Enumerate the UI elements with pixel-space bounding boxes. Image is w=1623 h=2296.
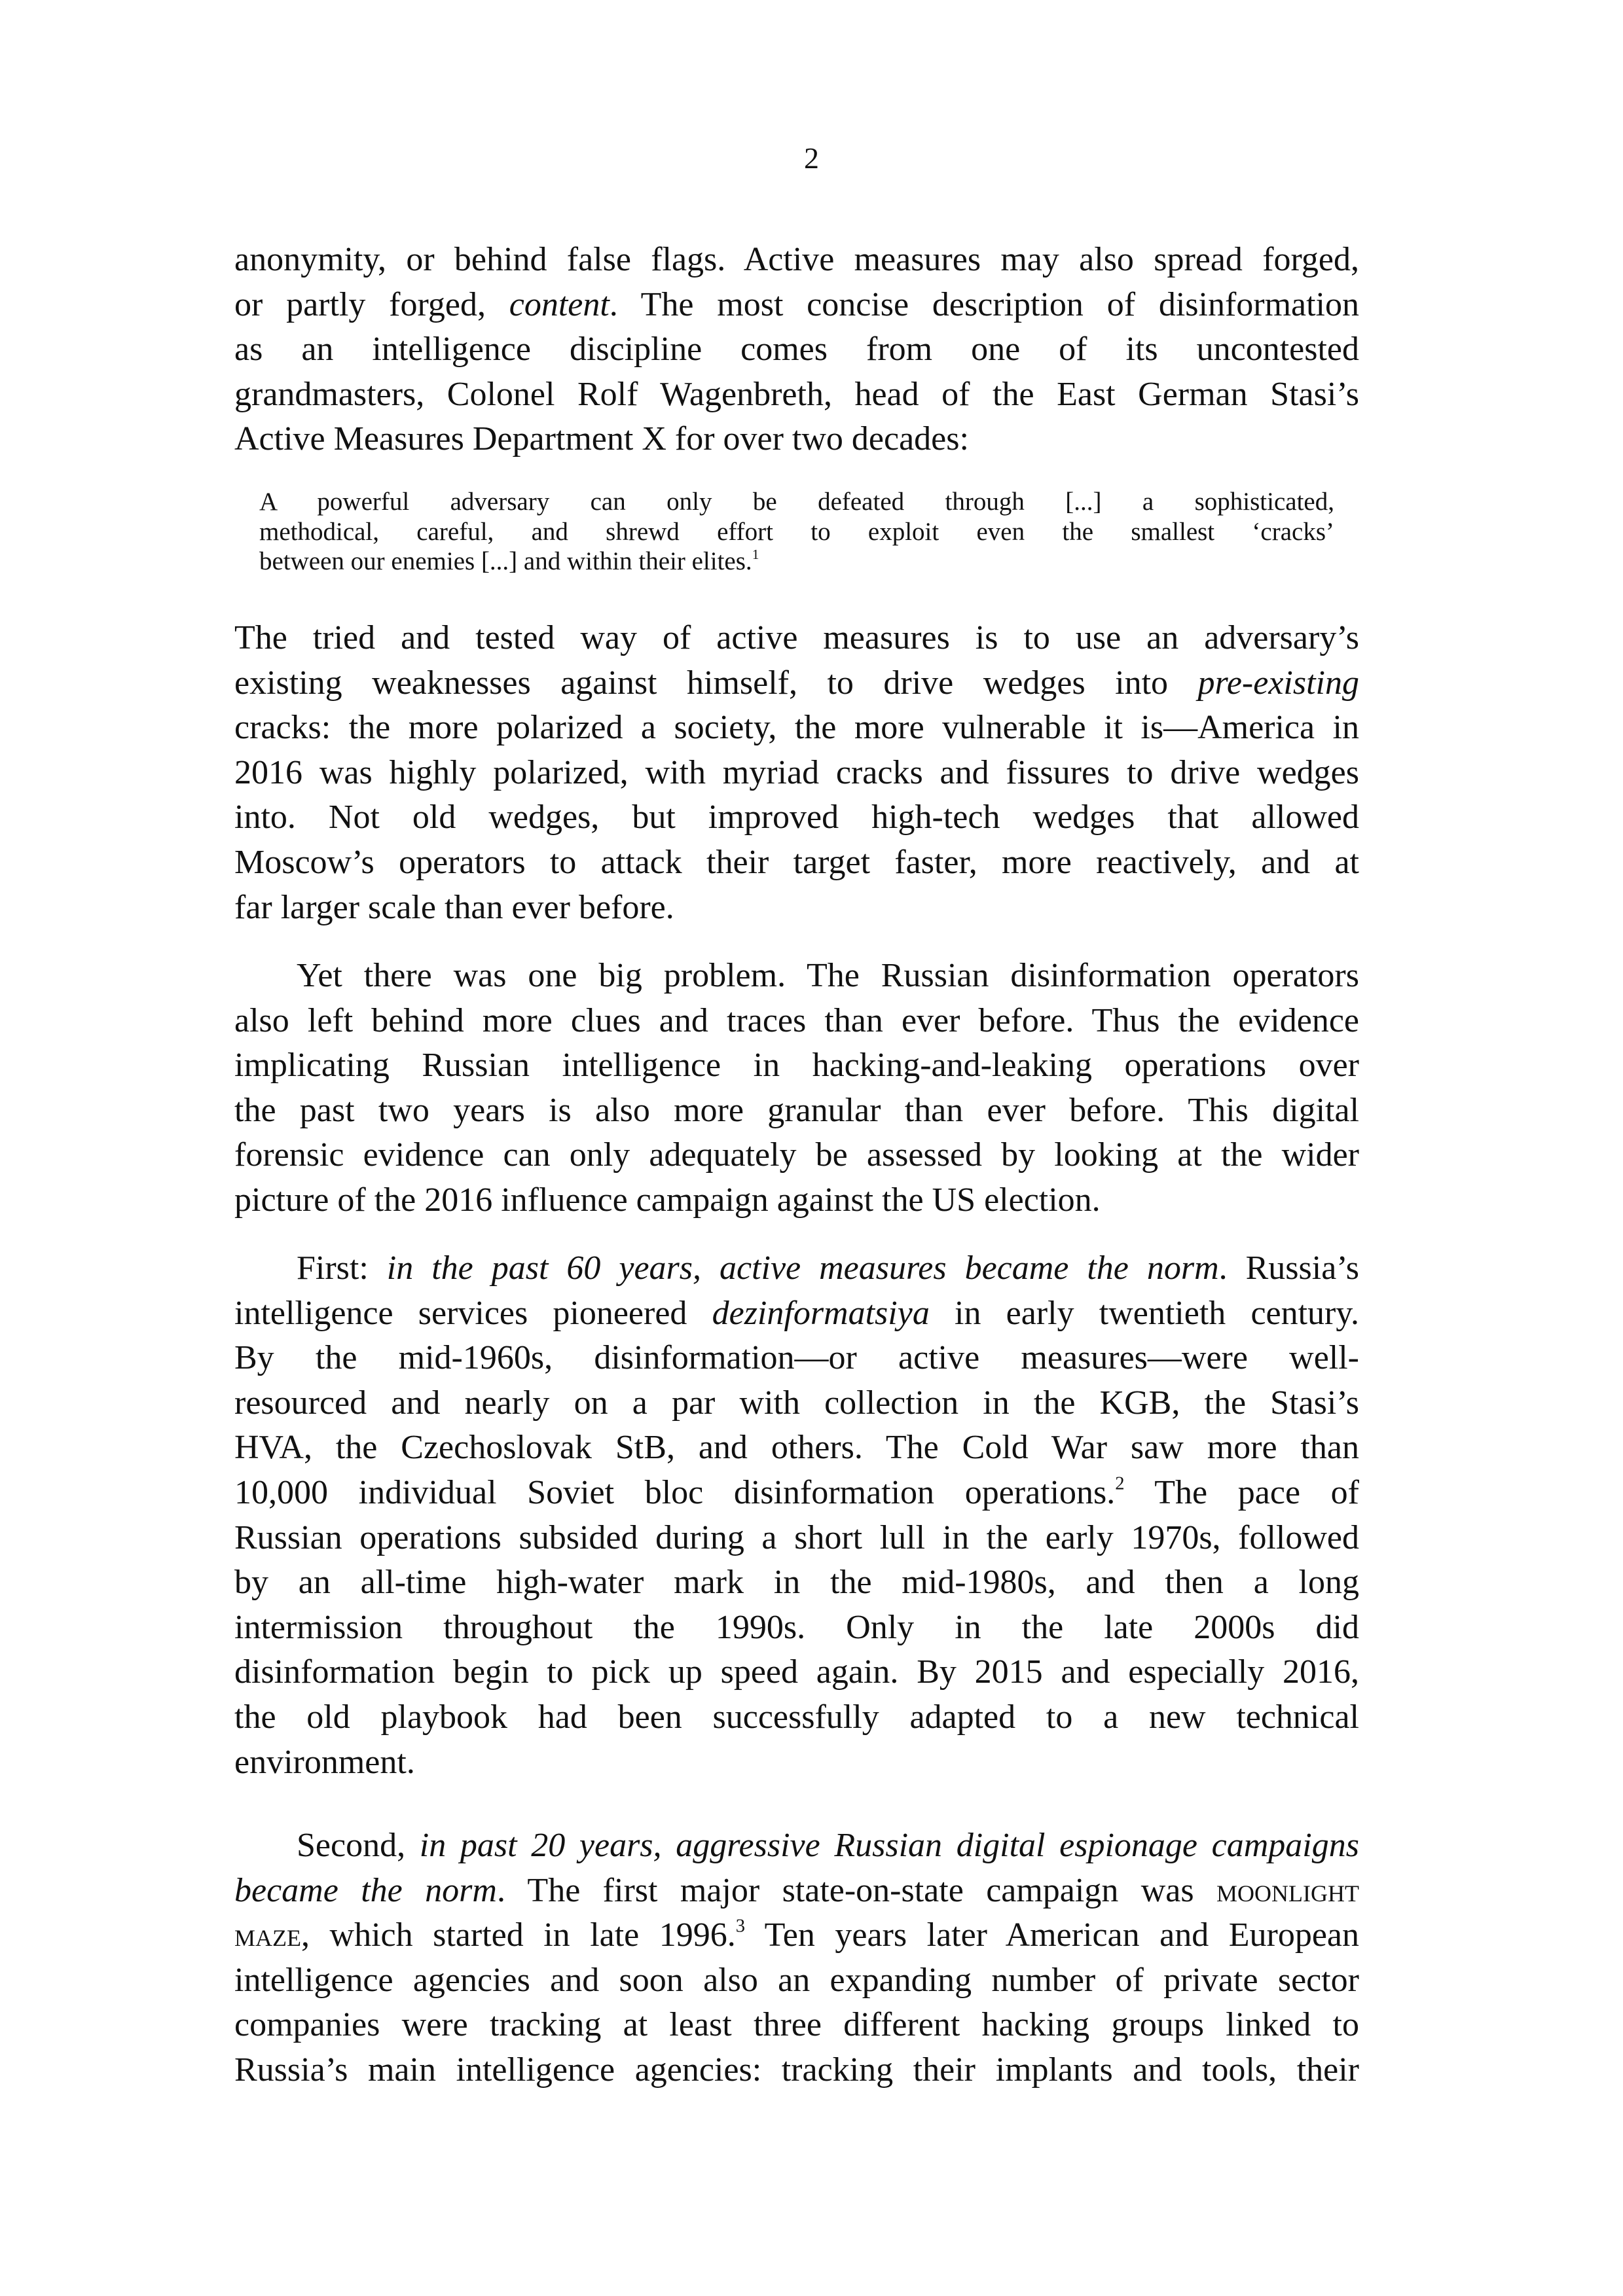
text-line: Yet there was one big problem. The Russian disinformation operators: [297, 957, 1359, 994]
text-line: environment.: [234, 1743, 415, 1781]
text-line: picture of the 2016 influence campaign against the US election.: [234, 1181, 1101, 1219]
text-segment: The pace of: [1124, 1473, 1359, 1511]
footnote-marker[interactable]: 2: [1115, 1473, 1125, 1494]
text-line: anonymity, or behind false flags. Active measures may also spread forged,: [234, 241, 1359, 278]
text-segment: , which started in late 1996.: [301, 1916, 736, 1954]
text-segment: in early twentieth century.: [929, 1294, 1359, 1332]
text-line: forensic evidence can only adequately be assessed by looking at the wider: [234, 1136, 1359, 1174]
page-number: 2: [804, 141, 819, 175]
text-segment: between our enemies [...] and within their elites.: [259, 547, 752, 575]
text-segment: Second,: [297, 1827, 420, 1864]
text-segment: 10,000 individual Soviet bloc disinformation operations.: [234, 1473, 1116, 1511]
small-caps-term: maze: [234, 1916, 301, 1954]
text-line: Russian operations subsided during a short lull in the early 1970s, followed: [234, 1518, 1359, 1556]
text-line: [234, 661, 1359, 706]
text-line: intermission throughout the 1990s. Only in the late 2000s did: [234, 1608, 1359, 1646]
paragraph-3: [234, 954, 1359, 1223]
text-segment: First:: [297, 1249, 387, 1287]
paragraph-5: [234, 1823, 1359, 2093]
text-line: implicating Russian intelligence in hacking-and-leaking operations over: [234, 1047, 1359, 1085]
italic-emphasis: in past 20 years, aggressive Russian digital espionage campaigns: [419, 1827, 1359, 1864]
paragraph-1: [234, 238, 1359, 462]
text-line: [234, 1291, 1359, 1336]
quote-line: methodical, careful, and shrewd effort to exploit even the smallest ‘cracks’: [259, 517, 1334, 546]
text-segment: intelligence services pioneered: [234, 1294, 712, 1332]
text-line: [234, 283, 1359, 328]
text-line: [234, 1471, 1359, 1516]
text-line: far larger scale than ever before.: [234, 888, 674, 926]
text-line: HVA, the Czechoslovak StB, and others. The Cold War saw more than: [234, 1429, 1359, 1467]
text-line: by an all-time high-water mark in the mid-1980s, and then a long: [234, 1564, 1359, 1602]
text-line: [234, 1869, 1359, 1914]
text-line: The tried and tested way of active measures is to use an adversary’s: [234, 619, 1359, 656]
text-line: into. Not old wedges, but improved high-tech wedges that allowed: [234, 798, 1359, 836]
italic-emphasis: pre-existing: [1197, 664, 1359, 702]
text-line: [234, 1913, 1359, 1958]
paragraph-2: [234, 616, 1359, 930]
text-line: [234, 1823, 1359, 1869]
text-line: companies were tracking at least three different hacking groups linked to: [234, 2006, 1359, 2044]
text-line: Moscow’s operators to attack their target faster, more reactively, and at: [234, 843, 1359, 881]
text-line: [234, 1246, 1359, 1291]
text-line: intelligence agencies and soon also an expanding number of private sector: [234, 1961, 1359, 1999]
text-segment: Ten years later American and European: [745, 1916, 1359, 1954]
block-quote: [259, 487, 1334, 577]
text-line: the past two years is also more granular than ever before. This digital: [234, 1091, 1359, 1129]
text-line: disinformation begin to pick up speed again. By 2015 and especially 2016,: [234, 1653, 1359, 1691]
footnote-marker[interactable]: 3: [735, 1916, 746, 1937]
text-segment: . The most concise description of disinformation: [609, 285, 1359, 323]
small-caps-term: moonlight: [1216, 1871, 1360, 1909]
italic-emphasis: content: [509, 285, 610, 323]
paragraph-4: [234, 1246, 1359, 1785]
footnote-marker[interactable]: 1: [752, 546, 759, 562]
italic-emphasis: in the past 60 years, active measures became the norm: [386, 1249, 1219, 1287]
text-line: Active Measures Department X for over two decades:: [234, 420, 969, 458]
text-line: grandmasters, Colonel Rolf Wagenbreth, head of the East German Stasi’s: [234, 375, 1359, 413]
text-line: By the mid-1960s, disinformation—or active measures—were well-: [234, 1339, 1359, 1377]
text-line: resourced and nearly on a par with collection in the KGB, the Stasi’s: [234, 1384, 1359, 1422]
quote-line: A powerful adversary can only be defeated through [...] a sophisticated,: [259, 488, 1334, 516]
text-line: cracks: the more polarized a society, the more vulnerable it is—America in: [234, 709, 1359, 747]
text-segment: . Russia’s: [1218, 1249, 1359, 1287]
quote-line: [259, 547, 1334, 577]
italic-emphasis: became the norm: [234, 1871, 497, 1909]
text-line: 2016 was highly polarized, with myriad cracks and fissures to drive wedges: [234, 753, 1359, 791]
text-segment: existing weaknesses against himself, to drive wedges into: [234, 664, 1198, 702]
text-line: also left behind more clues and traces than ever before. Thus the evidence: [234, 1001, 1359, 1039]
text-line: the old playbook had been successfully adapted to a new technical: [234, 1698, 1359, 1736]
text-segment: . The first major state-on-state campaign was: [496, 1871, 1217, 1909]
italic-emphasis: dezinformatsiya: [712, 1294, 930, 1332]
text-segment: or partly forged,: [234, 285, 509, 323]
text-line: Russia’s main intelligence agencies: tracking their implants and tools, their: [234, 2051, 1359, 2089]
text-line: as an intelligence discipline comes from one of its uncontested: [234, 331, 1359, 368]
